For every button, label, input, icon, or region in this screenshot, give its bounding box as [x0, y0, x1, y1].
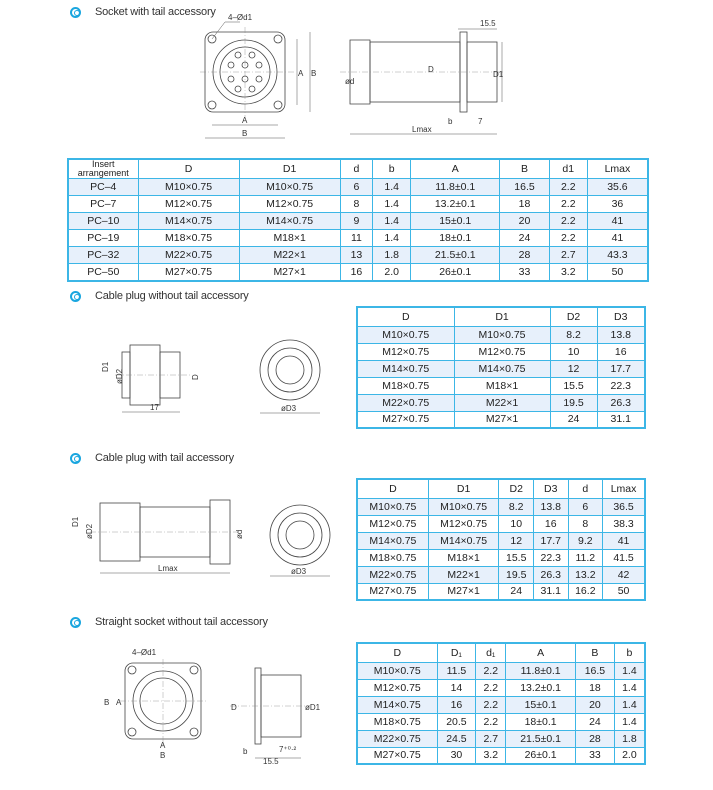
column-header: d	[568, 479, 603, 498]
column-header: D₁	[437, 643, 476, 662]
table-row	[68, 247, 648, 264]
table-cell: 20	[500, 213, 549, 230]
table-cell: M18×1	[454, 377, 550, 394]
socket-with-tail-table	[67, 158, 649, 282]
table-cell: M22×1	[454, 394, 550, 411]
table-cell: M10×0.75	[138, 179, 239, 196]
table-cell: 6	[340, 179, 372, 196]
table-cell: M27×1	[239, 264, 340, 281]
table-cell: 2.2	[549, 196, 587, 213]
table-cell: 12	[550, 360, 597, 377]
table-cell: M22×0.75	[138, 247, 239, 264]
column-header: D3	[534, 479, 569, 498]
table-row	[357, 411, 645, 428]
dimension-label: øD3	[291, 567, 307, 576]
table-cell: 41	[603, 532, 645, 549]
dimension-label: D1	[493, 70, 504, 79]
table-cell: 1.4	[373, 196, 411, 213]
table-cell: 2.2	[476, 662, 506, 679]
column-header: D	[138, 159, 239, 179]
table-cell: 18	[500, 196, 549, 213]
table-row	[68, 196, 648, 213]
table-cell: 26.3	[534, 566, 569, 583]
table-cell: 18±0.1	[411, 230, 500, 247]
dimension-label: A	[242, 116, 248, 125]
dimension-label: 15.5	[480, 19, 496, 28]
table-cell: 13	[340, 247, 372, 264]
table-cell: 19.5	[550, 394, 597, 411]
table-header-row	[357, 643, 645, 662]
table-row	[357, 730, 645, 747]
table-cell: 15.5	[550, 377, 597, 394]
table-cell: 20	[576, 696, 615, 713]
table-cell: M14×0.75	[357, 360, 454, 377]
dimension-label: B	[104, 698, 110, 707]
dimension-label: B	[160, 751, 166, 760]
table-cell: 2.2	[476, 679, 506, 696]
table-cell: M22×1	[428, 566, 499, 583]
column-header: D3	[597, 307, 645, 326]
table-row	[357, 713, 645, 730]
table-row	[357, 532, 645, 549]
table-cell: 16	[597, 343, 645, 360]
column-header: B	[576, 643, 615, 662]
table-cell: M10×0.75	[357, 326, 454, 343]
table-cell: 41.5	[603, 549, 645, 566]
table-cell: PC–19	[68, 230, 138, 247]
table-cell: 9.2	[568, 532, 603, 549]
table-cell: 16	[340, 264, 372, 281]
dimension-label: Lmax	[412, 125, 432, 134]
table-cell: 13.8	[597, 326, 645, 343]
table-cell: 21.5±0.1	[506, 730, 576, 747]
dimension-label: B	[311, 69, 317, 78]
dimension-label: 7	[478, 117, 483, 126]
table-row	[357, 583, 645, 600]
dimension-label: øD3	[281, 404, 297, 413]
table-cell: PC–32	[68, 247, 138, 264]
table-cell: PC–10	[68, 213, 138, 230]
table-row	[357, 549, 645, 566]
table-cell: 1.4	[614, 662, 645, 679]
table-cell: 19.5	[499, 566, 534, 583]
table-cell: M12×0.75	[428, 515, 499, 532]
dimension-label: 17	[150, 403, 159, 412]
table-cell: 35.6	[587, 179, 648, 196]
table-cell: 22.3	[597, 377, 645, 394]
table-cell: 24	[499, 583, 534, 600]
dimension-label: 15.5	[263, 757, 279, 766]
table-cell: 1.4	[614, 713, 645, 730]
table-cell: 13.2	[568, 566, 603, 583]
section-title-cable-plug-with-tail: Cable plug with tail accessory	[70, 452, 234, 464]
table-cell: M14×0.75	[454, 360, 550, 377]
table-cell: M10×0.75	[239, 179, 340, 196]
cable-plug-without-tail-table	[356, 306, 646, 429]
dimension-label: ød	[235, 529, 244, 539]
column-header: Insert arrangement	[68, 159, 138, 179]
table-cell: 15±0.1	[506, 696, 576, 713]
dimension-label: D	[428, 65, 434, 74]
table-cell: M14×0.75	[357, 696, 437, 713]
drawing-cable-plug-tail-front	[265, 500, 335, 585]
table-cell: 28	[500, 247, 549, 264]
column-header: D	[357, 307, 454, 326]
column-header: D2	[550, 307, 597, 326]
table-cell: 24	[550, 411, 597, 428]
table-cell: 43.3	[587, 247, 648, 264]
table-row	[68, 179, 648, 196]
drawing-straight-socket-side	[225, 660, 325, 765]
table-cell: 11.8±0.1	[506, 662, 576, 679]
table-cell: 14	[437, 679, 476, 696]
table-header-row	[357, 479, 645, 498]
section-title-cable-plug-without-tail: Cable plug without tail accessory	[70, 290, 249, 302]
column-header: d1	[549, 159, 587, 179]
dimension-label: øD1	[305, 703, 321, 712]
table-cell: M14×0.75	[428, 532, 499, 549]
table-cell: 1.4	[614, 679, 645, 696]
table-cell: 31.1	[597, 411, 645, 428]
column-header: A	[506, 643, 576, 662]
table-cell: 38.3	[603, 515, 645, 532]
table-row	[68, 264, 648, 281]
table-cell: M18×0.75	[357, 549, 428, 566]
table-cell: 11	[340, 230, 372, 247]
dimension-label: øD2	[85, 523, 94, 539]
column-header: D	[357, 643, 437, 662]
table-cell: 41	[587, 213, 648, 230]
dimension-label: A	[298, 69, 304, 78]
table-row	[357, 377, 645, 394]
drawing-socket-front	[200, 12, 320, 147]
table-cell: 20.5	[437, 713, 476, 730]
table-cell: 24	[500, 230, 549, 247]
table-cell: M27×1	[428, 583, 499, 600]
table-cell: M22×0.75	[357, 730, 437, 747]
table-cell: 9	[340, 213, 372, 230]
table-cell: M18×0.75	[138, 230, 239, 247]
table-cell: 28	[576, 730, 615, 747]
table-cell: M27×0.75	[357, 747, 437, 764]
table-cell: 18±0.1	[506, 713, 576, 730]
table-cell: 8	[340, 196, 372, 213]
table-cell: 11.2	[568, 549, 603, 566]
table-cell: 16.2	[568, 583, 603, 600]
dimension-label: 4–Ød1	[132, 648, 157, 657]
table-cell: 15.5	[499, 549, 534, 566]
table-cell: M10×0.75	[357, 498, 428, 515]
table-cell: 13.2±0.1	[411, 196, 500, 213]
table-cell: 17.7	[534, 532, 569, 549]
column-header: b	[614, 643, 645, 662]
column-header: D1	[454, 307, 550, 326]
drawing-cable-plug-tail-side	[70, 495, 245, 580]
table-cell: M12×0.75	[138, 196, 239, 213]
table-cell: M18×1	[428, 549, 499, 566]
table-cell: 18	[576, 679, 615, 696]
table-row	[357, 360, 645, 377]
table-cell: M18×0.75	[357, 713, 437, 730]
table-cell: 33	[500, 264, 549, 281]
table-cell: 50	[603, 583, 645, 600]
table-cell: 21.5±0.1	[411, 247, 500, 264]
table-row	[357, 696, 645, 713]
dimension-label: Lmax	[158, 564, 178, 573]
table-cell: 8	[568, 515, 603, 532]
column-header: Lmax	[603, 479, 645, 498]
table-cell: M12×0.75	[357, 343, 454, 360]
table-cell: 13.8	[534, 498, 569, 515]
table-row	[357, 394, 645, 411]
table-cell: 2.2	[476, 696, 506, 713]
table-cell: M18×0.75	[357, 377, 454, 394]
drawing-straight-socket-front	[104, 645, 220, 760]
table-cell: 33	[576, 747, 615, 764]
table-cell: 1.4	[373, 230, 411, 247]
bullet-circle-icon	[70, 7, 81, 18]
table-cell: 31.1	[534, 583, 569, 600]
table-cell: M10×0.75	[357, 662, 437, 679]
dimension-label: 4–Ød1	[228, 13, 253, 22]
dimension-label: D	[191, 374, 200, 380]
table-row	[357, 662, 645, 679]
table-cell: 15±0.1	[411, 213, 500, 230]
table-row	[357, 326, 645, 343]
table-row	[357, 343, 645, 360]
table-cell: 8.2	[550, 326, 597, 343]
table-row	[357, 566, 645, 583]
table-row	[357, 515, 645, 532]
bullet-circle-icon	[70, 291, 81, 302]
table-cell: 2.2	[549, 213, 587, 230]
table-cell: 11.5	[437, 662, 476, 679]
dimension-label: A	[116, 698, 122, 707]
dimension-label: A	[160, 741, 166, 750]
table-row	[68, 230, 648, 247]
table-cell: M14×0.75	[239, 213, 340, 230]
table-cell: 26±0.1	[506, 747, 576, 764]
table-cell: 13.2±0.1	[506, 679, 576, 696]
table-cell: 2.7	[549, 247, 587, 264]
table-cell: 16.5	[576, 662, 615, 679]
dimension-label: B	[242, 129, 248, 138]
drawing-socket-side	[340, 12, 510, 142]
table-cell: 1.4	[373, 213, 411, 230]
table-cell: 26±0.1	[411, 264, 500, 281]
table-cell: 24.5	[437, 730, 476, 747]
table-cell: 2.0	[373, 264, 411, 281]
table-cell: 1.8	[614, 730, 645, 747]
table-cell: M14×0.75	[138, 213, 239, 230]
table-cell: M12×0.75	[357, 679, 437, 696]
table-row	[68, 213, 648, 230]
table-cell: 11.8±0.1	[411, 179, 500, 196]
section-title-socket-with-tail: Socket with tail accessory	[70, 6, 216, 18]
table-cell: 10	[550, 343, 597, 360]
table-cell: 8.2	[499, 498, 534, 515]
bullet-circle-icon	[70, 453, 81, 464]
column-header: Lmax	[587, 159, 648, 179]
section-title-straight-socket: Straight socket without tail accessory	[70, 616, 268, 628]
table-cell: 17.7	[597, 360, 645, 377]
table-cell: 30	[437, 747, 476, 764]
table-cell: M18×1	[239, 230, 340, 247]
table-cell: 1.8	[373, 247, 411, 264]
column-header: D1	[239, 159, 340, 179]
table-cell: M14×0.75	[357, 532, 428, 549]
table-cell: PC–7	[68, 196, 138, 213]
drawing-cable-plug-side	[100, 340, 210, 420]
column-header: d	[340, 159, 372, 179]
table-cell: 16	[437, 696, 476, 713]
table-cell: 2.7	[476, 730, 506, 747]
table-header-row	[357, 307, 645, 326]
table-cell: M10×0.75	[428, 498, 499, 515]
table-cell: PC–50	[68, 264, 138, 281]
table-row	[357, 498, 645, 515]
table-cell: 2.2	[549, 179, 587, 196]
bullet-circle-icon	[70, 617, 81, 628]
table-cell: M27×0.75	[357, 411, 454, 428]
table-cell: M22×0.75	[357, 394, 454, 411]
dimension-label: ød	[345, 77, 355, 86]
table-cell: 3.2	[476, 747, 506, 764]
straight-socket-table	[356, 642, 646, 765]
table-cell: 36.5	[603, 498, 645, 515]
table-cell: 24	[576, 713, 615, 730]
column-header: d₁	[476, 643, 506, 662]
table-cell: 50	[587, 264, 648, 281]
table-cell: M10×0.75	[454, 326, 550, 343]
table-cell: 41	[587, 230, 648, 247]
table-cell: 16.5	[500, 179, 549, 196]
table-cell: 3.2	[549, 264, 587, 281]
column-header: A	[411, 159, 500, 179]
table-cell: M27×1	[454, 411, 550, 428]
table-cell: M12×0.75	[239, 196, 340, 213]
table-cell: M27×0.75	[138, 264, 239, 281]
table-cell: 6	[568, 498, 603, 515]
table-cell: 42	[603, 566, 645, 583]
drawing-cable-plug-front	[255, 335, 325, 420]
dimension-label: øD2	[115, 368, 124, 384]
table-cell: M12×0.75	[357, 515, 428, 532]
dimension-label: D1	[101, 361, 110, 372]
table-cell: M22×0.75	[357, 566, 428, 583]
table-cell: 1.4	[373, 179, 411, 196]
table-header-row	[68, 159, 648, 179]
dimension-label: D1	[71, 516, 80, 527]
table-cell: 16	[534, 515, 569, 532]
table-cell: M22×1	[239, 247, 340, 264]
table-cell: PC–4	[68, 179, 138, 196]
table-cell: M27×0.75	[357, 583, 428, 600]
column-header: D	[357, 479, 428, 498]
table-cell: 12	[499, 532, 534, 549]
table-cell: 22.3	[534, 549, 569, 566]
table-cell: 26.3	[597, 394, 645, 411]
table-cell: M12×0.75	[454, 343, 550, 360]
dimension-label: 7⁺⁰·²	[279, 745, 297, 754]
table-cell: 36	[587, 196, 648, 213]
table-row	[357, 747, 645, 764]
dimension-label: b	[243, 747, 248, 756]
cable-plug-with-tail-table	[356, 478, 646, 601]
dimension-label: D	[231, 703, 237, 712]
dimension-label: b	[448, 117, 453, 126]
column-header: B	[500, 159, 549, 179]
column-header: D1	[428, 479, 499, 498]
column-header: b	[373, 159, 411, 179]
table-cell: 10	[499, 515, 534, 532]
table-cell: 1.4	[614, 696, 645, 713]
table-cell: 2.0	[614, 747, 645, 764]
table-cell: 2.2	[476, 713, 506, 730]
column-header: D2	[499, 479, 534, 498]
table-row	[357, 679, 645, 696]
table-cell: 2.2	[549, 230, 587, 247]
